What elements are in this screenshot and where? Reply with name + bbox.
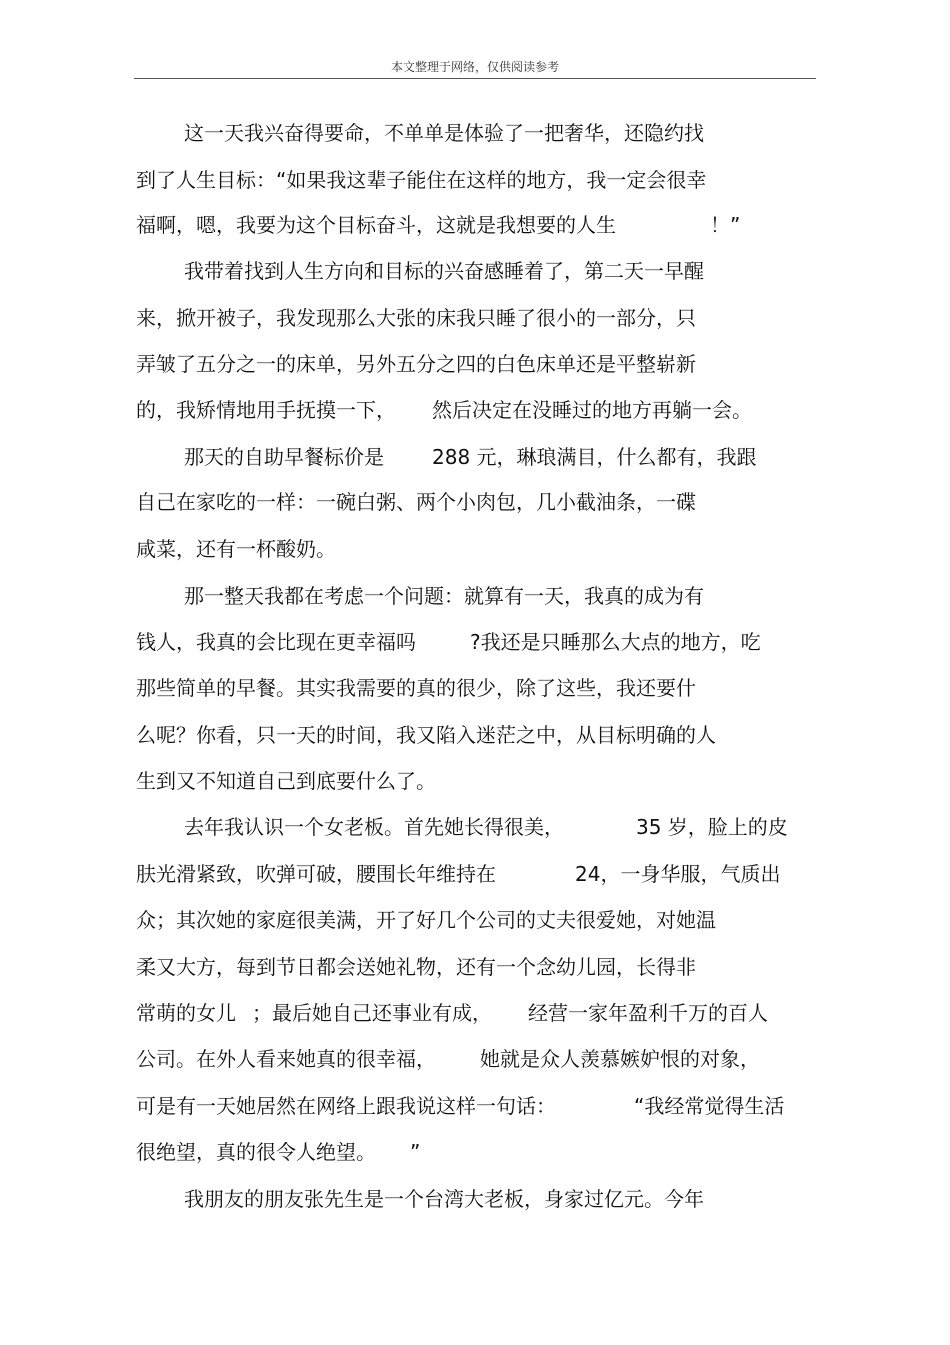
text-line: 35 岁，脸上的皮	[636, 815, 788, 839]
text-line: 么呢？你看，只一天的时间，我又陷入迷茫之中，从目标明确的人	[136, 723, 716, 747]
text-line: 我朋友的朋友张先生是一个台湾大老板，身家过亿元。今年	[184, 1187, 704, 1211]
text-line: “我经常觉得生活	[634, 1094, 785, 1118]
text-line: ”	[410, 1140, 421, 1164]
text-line: 弄皱了五分之一的床单，另外五分之四的白色床单还是平整崭新	[136, 352, 696, 376]
text-line: 288 元，琳琅满目，什么都有，我跟	[432, 445, 757, 469]
text-line: 来，掀开被子，我发现那么大张的床我只睡了很小的一部分，只	[136, 306, 696, 330]
text-line: ?我还是只睡那么大点的地方，吃	[470, 630, 761, 654]
text-line: 可是有一天她居然在网络上跟我说这样一句话：	[136, 1094, 556, 1118]
text-line: 那一整天我都在考虑一个问题：就算有一天，我真的成为有	[184, 584, 704, 608]
text-line: 福啊，嗯，我要为这个目标奋斗，这就是我想要的人生	[136, 213, 616, 237]
text-line: 常萌的女儿	[136, 1001, 236, 1025]
text-line: 肤光滑紧致，吹弹可破，腰围长年维持在	[136, 862, 496, 886]
text-line: 公司。在外人看来她真的很幸福，	[136, 1047, 436, 1071]
text-line: 去年我认识一个女老板。首先她长得很美，	[184, 815, 564, 839]
text-line: 很绝望，真的很令人绝望。	[136, 1140, 376, 1164]
header-rule	[134, 78, 816, 79]
text-line: 我带着找到人生方向和目标的兴奋感睡着了，第二天一早醒	[184, 259, 704, 283]
text-line: 咸菜，还有一杯酸奶。	[136, 537, 336, 561]
text-line: 经营一家年盈利千万的百人	[528, 1001, 768, 1025]
text-line: 那天的自助早餐标价是	[184, 445, 384, 469]
text-line: 柔又大方，每到节日都会送她礼物，还有一个念幼儿园，长得非	[136, 955, 696, 979]
text-line: 那些简单的早餐。其实我需要的真的很少，除了这些，我还要什	[136, 676, 696, 700]
page-header: 本文整理于网络，仅供阅读参考	[390, 60, 559, 74]
text-line: ！”	[710, 213, 741, 237]
text-line: 自己在家吃的一样：一碗白粥、两个小肉包，几小截油条，一碟	[136, 490, 696, 514]
text-line: ；最后她自己还事业有成，	[252, 1001, 492, 1025]
text-line: 这一天我兴奋得要命，不单单是体验了一把奢华，还隐约找	[184, 121, 704, 145]
text-line: 的，我矫情地用手抚摸一下，	[136, 398, 396, 422]
text-line: 然后决定在没睡过的地方再躺一会。	[432, 398, 752, 422]
text-line: 到了人生目标：“如果我这辈子能住在这样的地方，我一定会很幸	[136, 168, 707, 192]
text-line: 她就是众人羡慕嫉妒恨的对象，	[480, 1047, 760, 1071]
text-line: 钱人，我真的会比现在更幸福吗	[136, 630, 416, 654]
text-line: 生到又不知道自己到底要什么了。	[136, 769, 436, 793]
text-line: 众；其次她的家庭很美满，开了好几个公司的丈夫很爱她，对她温	[136, 908, 716, 932]
text-line: 24，一身华服，气质出	[575, 862, 781, 886]
